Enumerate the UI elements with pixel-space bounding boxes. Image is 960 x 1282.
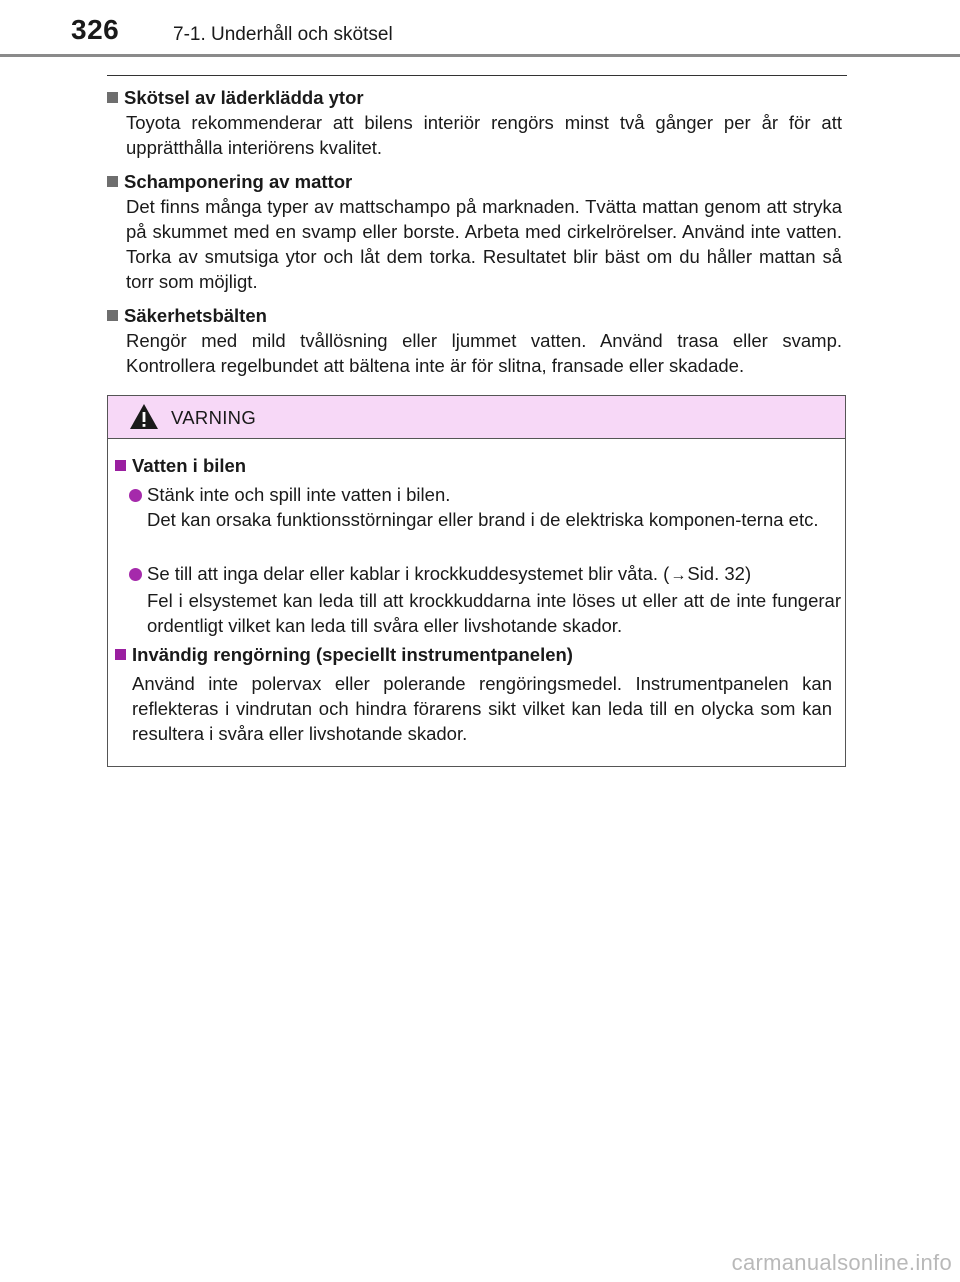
square-bullet-icon bbox=[115, 649, 126, 660]
square-bullet-icon bbox=[107, 176, 118, 187]
bullet-detail: Det kan orsaka funktionsstörningar eller brand i de elektriska komponen-terna etc. bbox=[147, 509, 819, 530]
section-body: Det finns många typer av mattschampo på marknaden. Tvätta mattan genom att stryka på skummet med en svamp eller borste. Arbeta med cirkelrörelser. Använd inte vatten. Torka av smutsiga ytor och låt dem torka. Resultatet blir bäst om du håller mattan så torr som möjligt. bbox=[126, 196, 842, 292]
warning-box bbox=[107, 395, 846, 767]
section-leather-care bbox=[107, 86, 842, 160]
square-bullet-icon bbox=[107, 310, 118, 321]
section-body: Rengör med mild tvållösning eller ljummet vatten. Använd trasa eller svamp. Kontrollera regelbundet att bältena inte är för slitna, fransade eller skadade. bbox=[126, 330, 842, 376]
warning-bullet bbox=[129, 561, 841, 638]
warning-paragraph: Använd inte polervax eller polerande rengöringsmedel. Instrumentpanelen kan reflekteras i vindrutan och hindra förarens sikt vilket kan leda till en olycka som kan resultera i svåra eller livshotande skador. bbox=[132, 673, 832, 744]
arrow-right-icon: → bbox=[670, 567, 687, 584]
bullet-text: Stänk inte och spill inte vatten i bilen. bbox=[147, 484, 451, 505]
page-reference-link[interactable]: Sid. 32) bbox=[687, 563, 752, 584]
round-bullet-icon bbox=[129, 568, 142, 581]
section-heading-text: Säkerhetsbälten bbox=[124, 305, 267, 326]
bullet-detail: Fel i elsystemet kan leda till att krockkuddarna inte löses ut eller att de inte fungerar ordentligt vilket kan leda till svåra eller livshotande skador. bbox=[147, 590, 841, 636]
warning-subheading-text: Vatten i bilen bbox=[132, 455, 247, 476]
warning-bullet bbox=[129, 482, 841, 532]
warning-triangle-icon bbox=[129, 403, 159, 430]
section-seat-belts bbox=[107, 304, 842, 378]
square-bullet-icon bbox=[107, 92, 118, 103]
section-carpet-shampoo bbox=[107, 170, 842, 294]
square-bullet-icon bbox=[115, 460, 126, 471]
round-bullet-icon bbox=[129, 489, 142, 502]
warning-subheading bbox=[115, 454, 246, 478]
content-divider bbox=[107, 75, 847, 76]
section-heading bbox=[107, 86, 842, 110]
page-header bbox=[0, 0, 960, 58]
warning-subheading bbox=[115, 643, 573, 667]
warning-header bbox=[108, 396, 845, 439]
section-heading bbox=[107, 304, 842, 328]
chapter-title: 7-1. Underhåll och skötsel bbox=[173, 24, 393, 45]
watermark: carmanualsonline.info bbox=[731, 1250, 952, 1275]
section-body: Toyota rekommenderar att bilens interiör rengörs minst två gånger per år för att upprätthålla interiörens kvalitet. bbox=[126, 112, 842, 158]
section-heading bbox=[107, 170, 842, 194]
section-heading-text: Schamponering av mattor bbox=[124, 171, 353, 192]
header-divider bbox=[0, 54, 960, 57]
bullet-text: Se till att inga delar eller kablar i krockkuddesystemet blir våta. ( bbox=[147, 563, 670, 584]
warning-label: VARNING bbox=[171, 407, 257, 428]
warning-subheading-text: Invändig rengörning (speciellt instrumentpanelen) bbox=[132, 644, 573, 665]
page-number: 326 bbox=[71, 14, 120, 45]
section-heading-text: Skötsel av läderklädda ytor bbox=[124, 87, 364, 108]
